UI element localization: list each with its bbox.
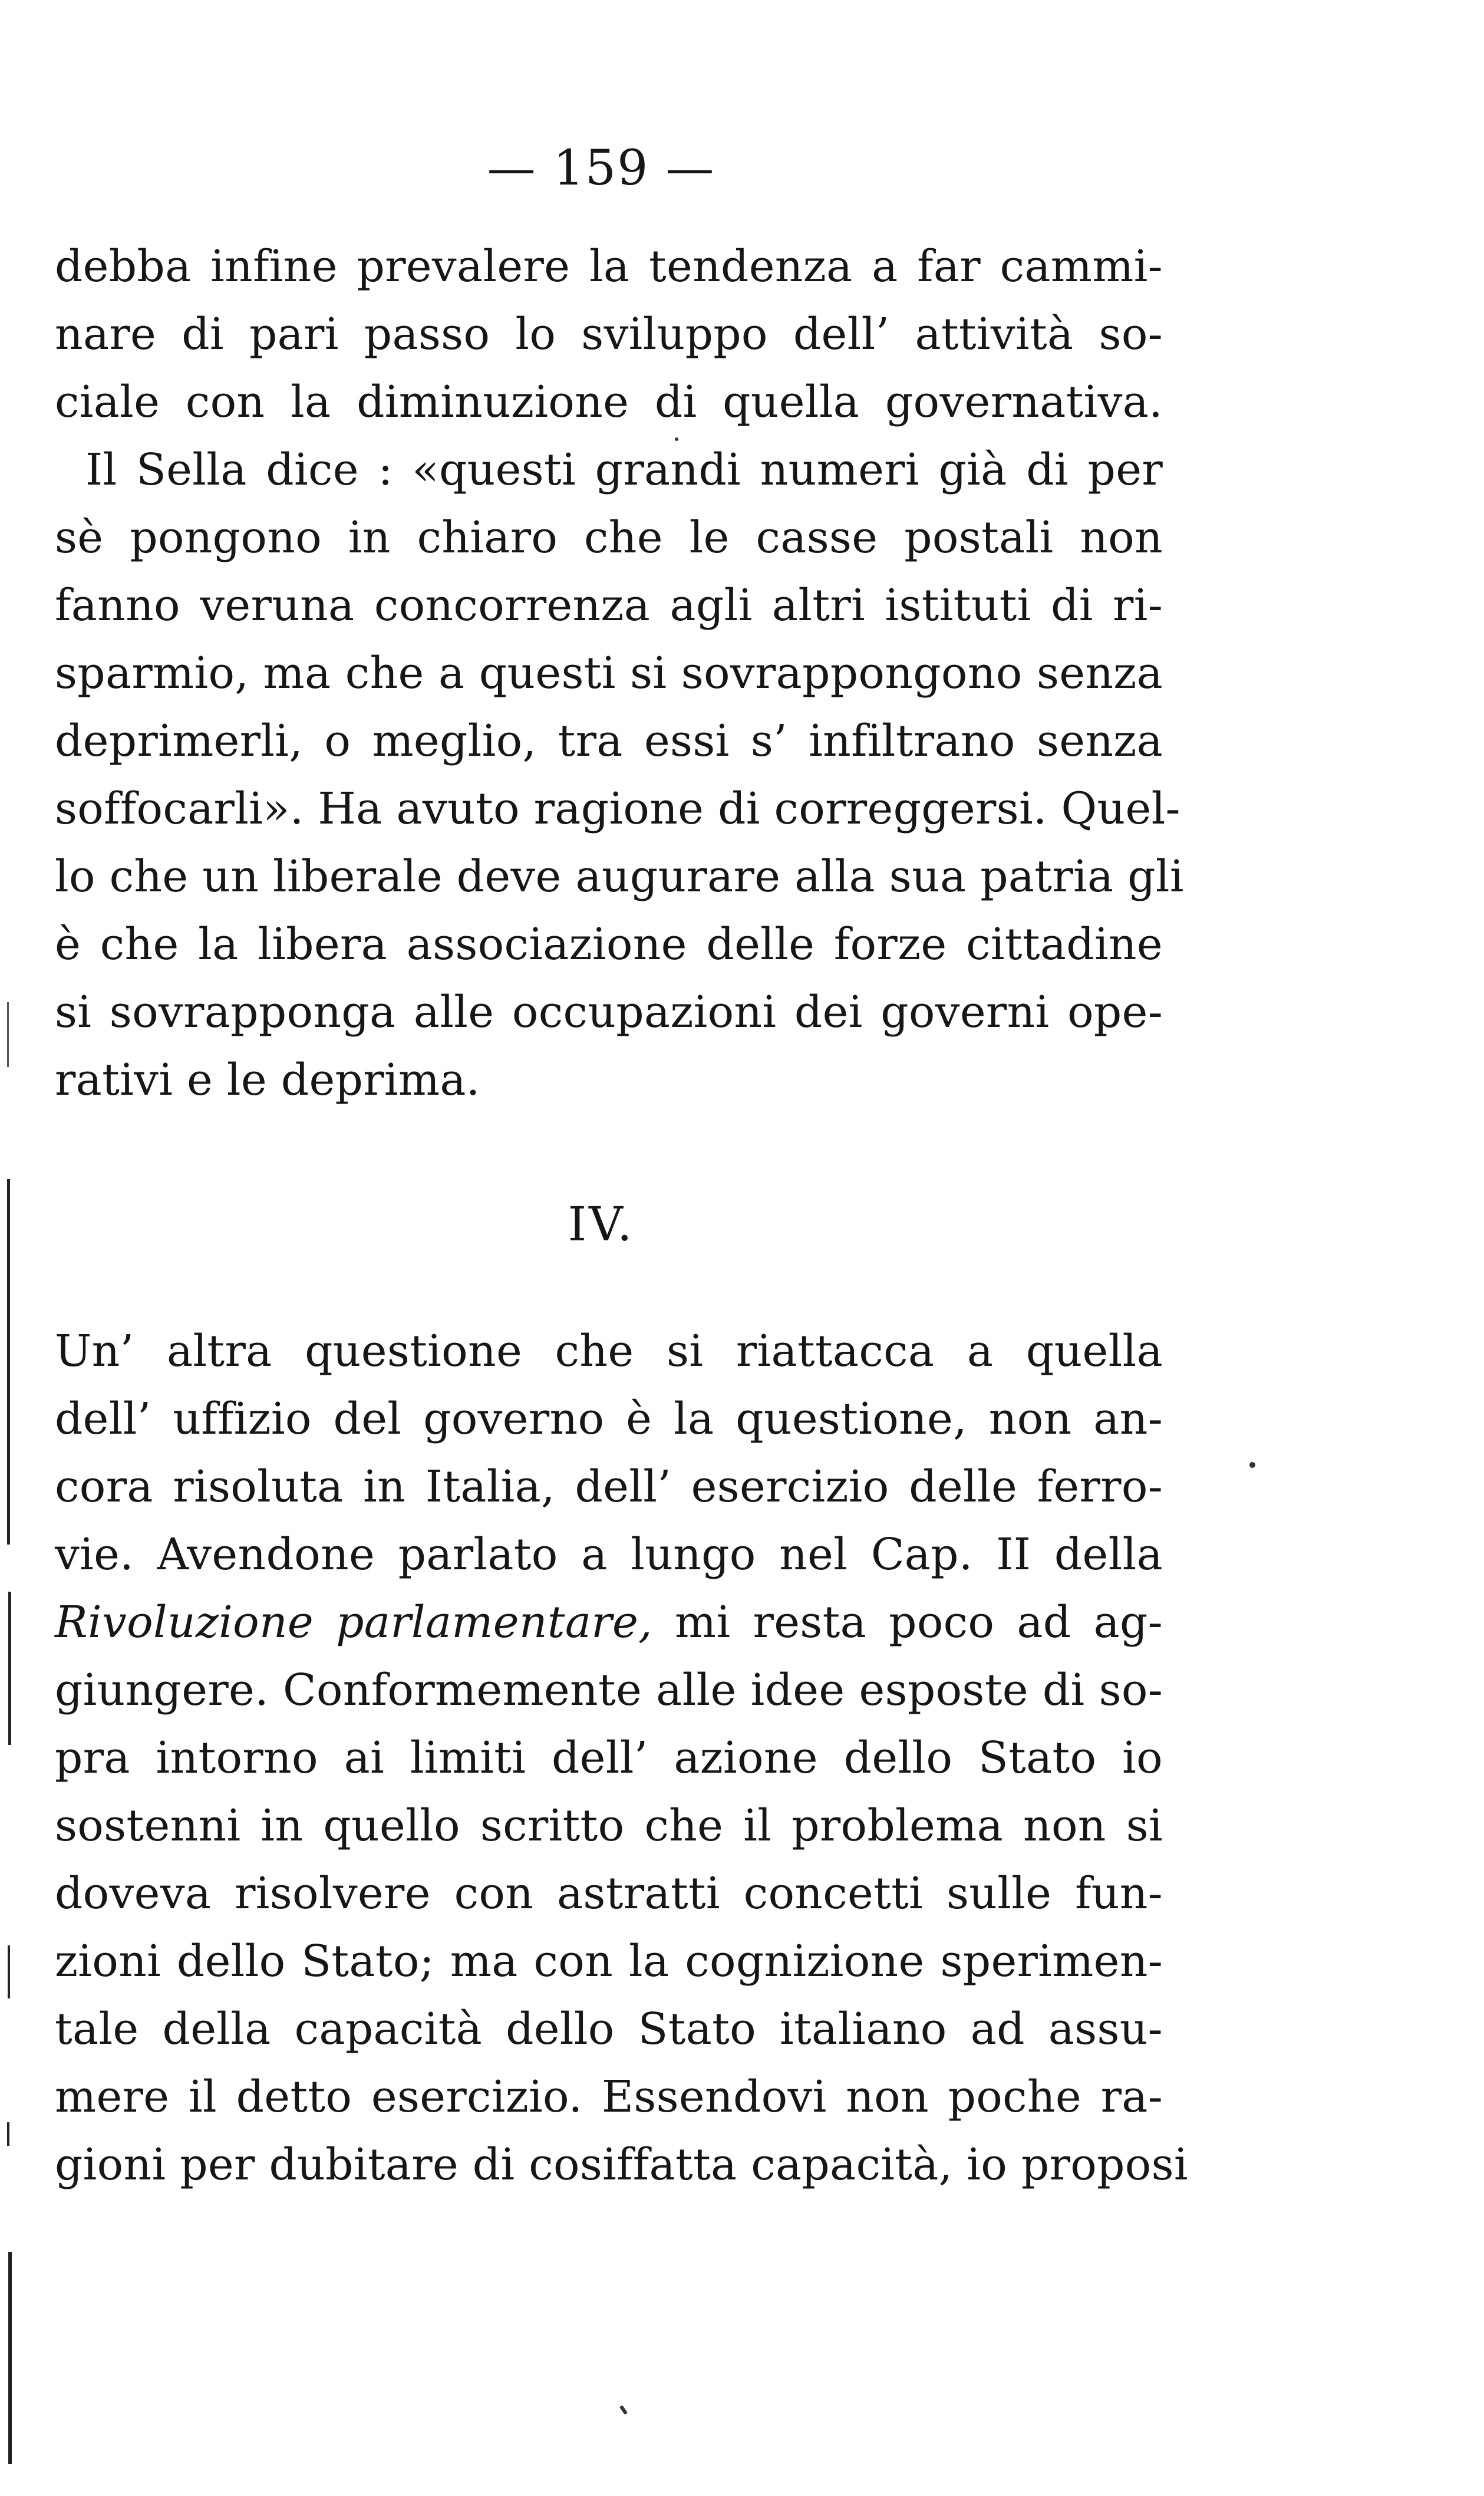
scan-speck [619,2405,628,2415]
paragraph-3-line-5-rest: mi resta poco ad ag- [652,1597,1163,1648]
page-number: — 159 — [487,140,715,196]
paragraph-3-line-3: cora risoluta in Italia, dell’ esercizio delle ferro- [55,1461,1163,1512]
paragraph-2-line-8: è che la libera associazione delle forze cittadine [55,919,1163,970]
scan-speck [675,437,678,441]
paragraph-1-line-3: ciale con la diminuzione di quella governativa. [55,377,1163,427]
paragraph-2-line-1: Il Sella dice : «questi grandi numeri già di per [85,444,1163,495]
section-heading: IV. [568,1197,635,1252]
scan-margin-mark [8,2252,12,2464]
paragraph-2-line-5: deprimerli, o meglio, tra essi s’ infiltrano senza [55,716,1163,766]
paragraph-3-line-1: Un’ altra questione che si riattacca a quella [55,1326,1163,1377]
paragraph-3-line-5 [55,1597,1163,1648]
italic-book-title: Rivoluzione parlamentare, [55,1597,652,1648]
scan-margin-mark [8,1945,10,1998]
paragraph-3-line-7: pra intorno ai limiti dell’ azione dello Stato io [55,1733,1163,1783]
paragraph-3-line-11: tale della capacità dello Stato italiano ad assu- [55,2004,1163,2054]
scan-margin-mark [7,2122,9,2146]
paragraph-3-line-2: dell’ uffizio del governo è la questione, non an- [55,1394,1163,1444]
paragraph-1-line-1: debba infine prevalere la tendenza a far cammi- [55,241,1163,292]
paragraph-2-line-2: sè pongono in chiaro che le casse postali non [55,512,1163,563]
paragraph-2-line-4: sparmio, ma che a questi si sovrappongono senza [55,648,1163,699]
paragraph-3-line-6: giungere. Conformemente alle idee esposte di so- [55,1665,1163,1715]
paragraph-2-line-3: fanno veruna concorrenza agli altri istituti di ri- [55,580,1163,631]
scan-margin-mark [8,1592,11,1745]
scan-speck [1249,1462,1255,1468]
scan-margin-mark [7,1179,10,1545]
paragraph-3-line-12: mere il detto esercizio. Essendovi non poche ra- [55,2072,1163,2122]
paragraph-2-line-7: lo che un liberale deve augurare alla sua patria gli [55,851,1184,902]
paragraph-3-line-9: doveva risolvere con astratti concetti sulle fun- [55,1868,1163,1919]
paragraph-3-line-4: vie. Avendone parlato a lungo nel Cap. II della [55,1529,1163,1580]
scan-margin-mark [7,1002,9,1067]
paragraph-2-line-10: rativi e le deprima. [55,1055,480,1105]
paragraph-2-line-9: si sovrapponga alle occupazioni dei governi ope- [55,987,1163,1038]
paragraph-3-line-8: sostenni in quello scritto che il problema non si [55,1800,1163,1851]
paragraph-3-line-13: gioni per dubitare di cosiffatta capacità, io proposi [55,2139,1188,2190]
paragraph-1-line-2: nare di pari passo lo sviluppo dell’ attività so- [55,309,1163,360]
paragraph-3-line-10: zioni dello Stato; ma con la cognizione sperimen- [55,1936,1163,1987]
paragraph-2-line-6: soffocarli». Ha avuto ragione di correggersi. Quel- [55,783,1180,834]
